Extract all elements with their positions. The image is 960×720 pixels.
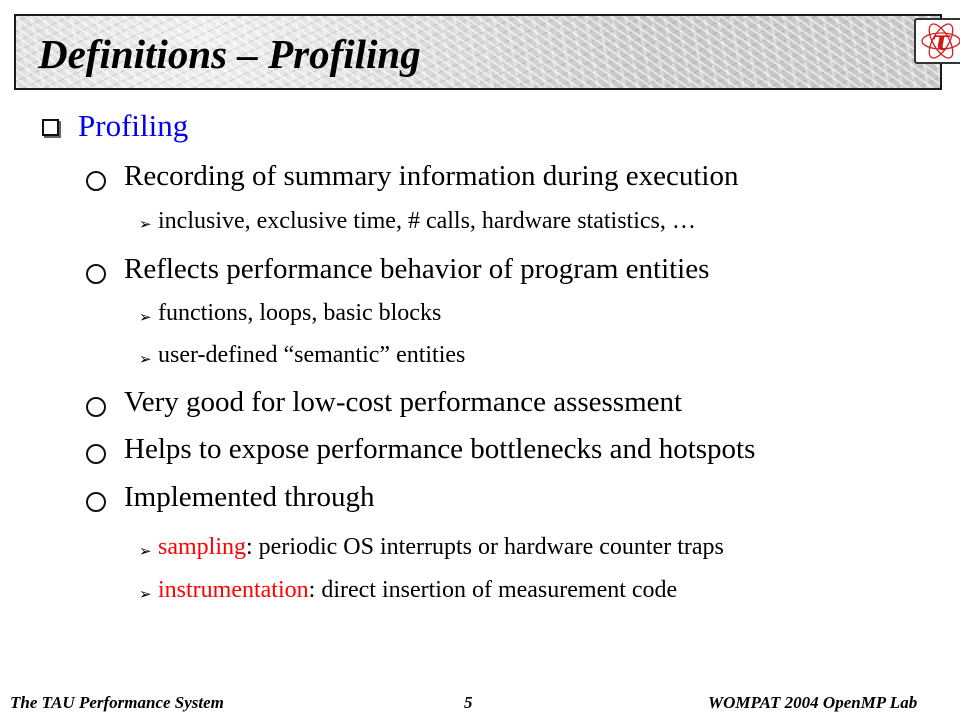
svg-text:τ: τ — [931, 24, 951, 57]
arrow-bullet-icon: ➢ — [139, 350, 152, 368]
arrow-bullet-icon: ➢ — [139, 542, 152, 560]
subpoint-text: inclusive, exclusive time, # calls, hardware statistics, … — [158, 208, 696, 234]
arrow-bullet-icon: ➢ — [139, 215, 152, 233]
circle-bullet-icon — [86, 397, 106, 417]
circle-bullet-icon — [86, 444, 106, 464]
subpoint-text: user-defined “semantic” entities — [158, 342, 466, 368]
point-text: Helps to expose performance bottlenecks and hotspots — [124, 433, 756, 465]
footer-left: The TAU Performance System — [10, 693, 224, 712]
circle-bullet-icon — [86, 492, 106, 512]
circle-bullet-icon — [86, 264, 106, 284]
subpoint-text — [158, 534, 724, 561]
subpoint-text — [158, 577, 677, 604]
point-text: Reflects performance behavior of program entities — [124, 253, 710, 285]
footer-right: WOMPAT 2004 OpenMP Lab — [708, 693, 918, 712]
square-bullet-icon — [42, 119, 59, 136]
arrow-bullet-icon: ➢ — [139, 308, 152, 326]
point-text: Very good for low-cost performance assessment — [124, 386, 683, 418]
page-number: 5 — [464, 693, 473, 712]
point-text: Implemented through — [124, 481, 375, 513]
term-sampling: sampling — [158, 534, 246, 560]
term-description: : periodic OS interrupts or hardware counter traps — [246, 534, 724, 560]
point-text: Recording of summary information during execution — [124, 160, 739, 192]
slide-title: Definitions – Profiling — [38, 31, 421, 77]
subpoint-text: functions, loops, basic blocks — [158, 300, 442, 326]
term-description: : direct insertion of measurement code — [308, 577, 678, 603]
heading-profiling: Profiling — [78, 108, 189, 143]
arrow-bullet-icon: ➢ — [139, 585, 152, 603]
circle-bullet-icon — [86, 171, 106, 191]
term-instrumentation: instrumentation — [158, 577, 309, 603]
